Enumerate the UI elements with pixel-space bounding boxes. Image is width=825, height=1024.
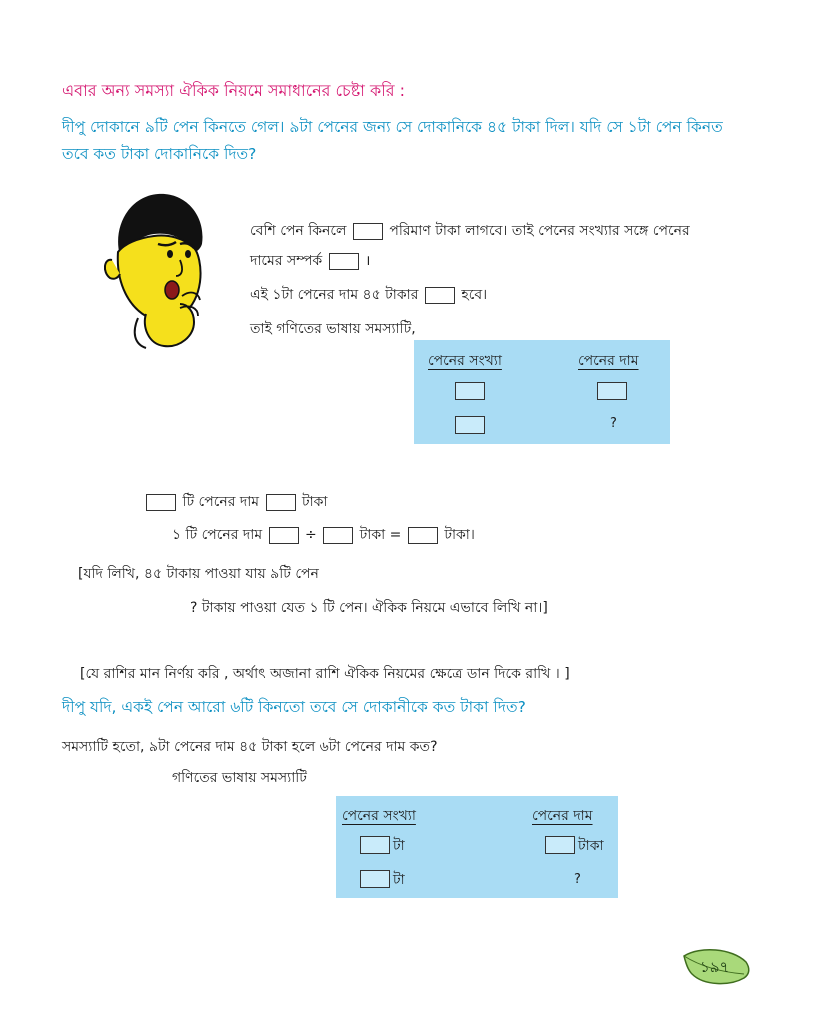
table-2-price-box[interactable] xyxy=(545,836,575,854)
calc-text: টাকা xyxy=(301,494,328,510)
calc-text: টি পেনের দাম xyxy=(182,494,260,510)
reasoning-text: দামের সম্পর্ক xyxy=(250,253,323,269)
note-2: [যে রাশির মান নির্ণয় করি , অর্থাৎ অজানা রাশি ঐকিক নিয়মের ক্ষেত্রে ডান দিকে রাখি । ] xyxy=(80,666,570,682)
section-heading: এবার অন্য সমস্যা ঐকিক নিয়মে সমাধানের চেষ্টা করি : xyxy=(62,81,406,100)
table-1-header-count: পেনের সংখ্যা xyxy=(428,353,502,369)
answer-box[interactable] xyxy=(269,527,299,544)
table-1-count-box[interactable] xyxy=(455,382,485,400)
answer-box[interactable] xyxy=(353,223,383,240)
reasoning-text: পরিমাণ টাকা লাগবে। তাই পেনের সংখ্যার সঙ্গে পেনের xyxy=(389,223,690,239)
answer-box[interactable] xyxy=(146,494,176,511)
reasoning-text: । xyxy=(365,253,371,269)
thinking-boy-illustration xyxy=(98,186,216,351)
problem-2-restatement: সমস্যাটি হতো, ৯টা পেনের দাম ৪৫ টাকা হলে ৬টা পেনের দাম কত? xyxy=(62,739,438,755)
reasoning-line-3 xyxy=(250,280,690,310)
divide-symbol: ÷ xyxy=(305,527,317,543)
table-2-unit-price: টাকা xyxy=(578,838,604,854)
reasoning-line-4: তাই গণিতের ভাষায় সমস্যাটি, xyxy=(250,321,416,337)
answer-box[interactable] xyxy=(323,527,353,544)
problem-1 xyxy=(62,114,782,168)
calc-text: টাকা = xyxy=(359,527,402,543)
table-2-count-box[interactable] xyxy=(360,870,390,888)
reasoning-block xyxy=(250,216,690,344)
reasoning-text: বেশি পেন কিনলে xyxy=(250,223,347,239)
problem-1-line-2: তবে কত টাকা দোকানিকে দিত? xyxy=(62,145,257,163)
page-number-badge xyxy=(680,944,752,988)
reasoning-line-2 xyxy=(250,246,690,276)
table-1-price-box[interactable] xyxy=(597,382,627,400)
table-1-unknown: ? xyxy=(610,416,617,431)
table-1 xyxy=(414,340,670,444)
problem-2: দীপু যদি, একই পেন আরো ৬টি কিনতো তবে সে দোকানীকে কত টাকা দিত? xyxy=(62,698,526,716)
table-2-header-count: পেনের সংখ্যা xyxy=(342,808,416,824)
calc-text: ১ টি পেনের দাম xyxy=(172,527,263,543)
calc-line-1 xyxy=(144,490,328,514)
answer-box[interactable] xyxy=(329,253,359,270)
note-1-line-1: [যদি লিখি, ৪৫ টাকায় পাওয়া যায় ৯টি পেন xyxy=(78,566,319,582)
note-1-line-2: ? টাকায় পাওয়া যেত ১ টি পেন। ঐকিক নিয়মে এভাবে লিখি না।] xyxy=(190,600,548,616)
table-2-header-price: পেনের দাম xyxy=(532,808,593,824)
table-1-count-box[interactable] xyxy=(455,416,485,434)
answer-box[interactable] xyxy=(266,494,296,511)
reasoning-line-1 xyxy=(250,216,690,246)
table-2-unit-count: টা xyxy=(393,838,405,854)
table-2-count-box[interactable] xyxy=(360,836,390,854)
problem-1-line-1: দীপু দোকানে ৯টি পেন কিনতে গেল। ৯টা পেনের জন্য সে দোকানিকে ৪৫ টাকা দিল। যদি সে ১টা পেন কিনত xyxy=(62,118,723,136)
table-2-unknown: ? xyxy=(574,872,581,887)
table-2 xyxy=(336,796,618,898)
reasoning-text: এই ১টা পেনের দাম ৪৫ টাকার xyxy=(250,287,419,303)
answer-box[interactable] xyxy=(425,287,455,304)
calc-line-2 xyxy=(172,523,475,547)
reasoning-text: হবে। xyxy=(461,287,488,303)
table-1-header-price: পেনের দাম xyxy=(578,353,639,369)
answer-box[interactable] xyxy=(408,527,438,544)
page-number: ১৯৭ xyxy=(700,958,730,976)
math-language-label: গণিতের ভাষায় সমস্যাটি xyxy=(172,770,307,786)
table-2-unit-count: টা xyxy=(393,872,405,888)
calc-text: টাকা। xyxy=(444,527,475,543)
